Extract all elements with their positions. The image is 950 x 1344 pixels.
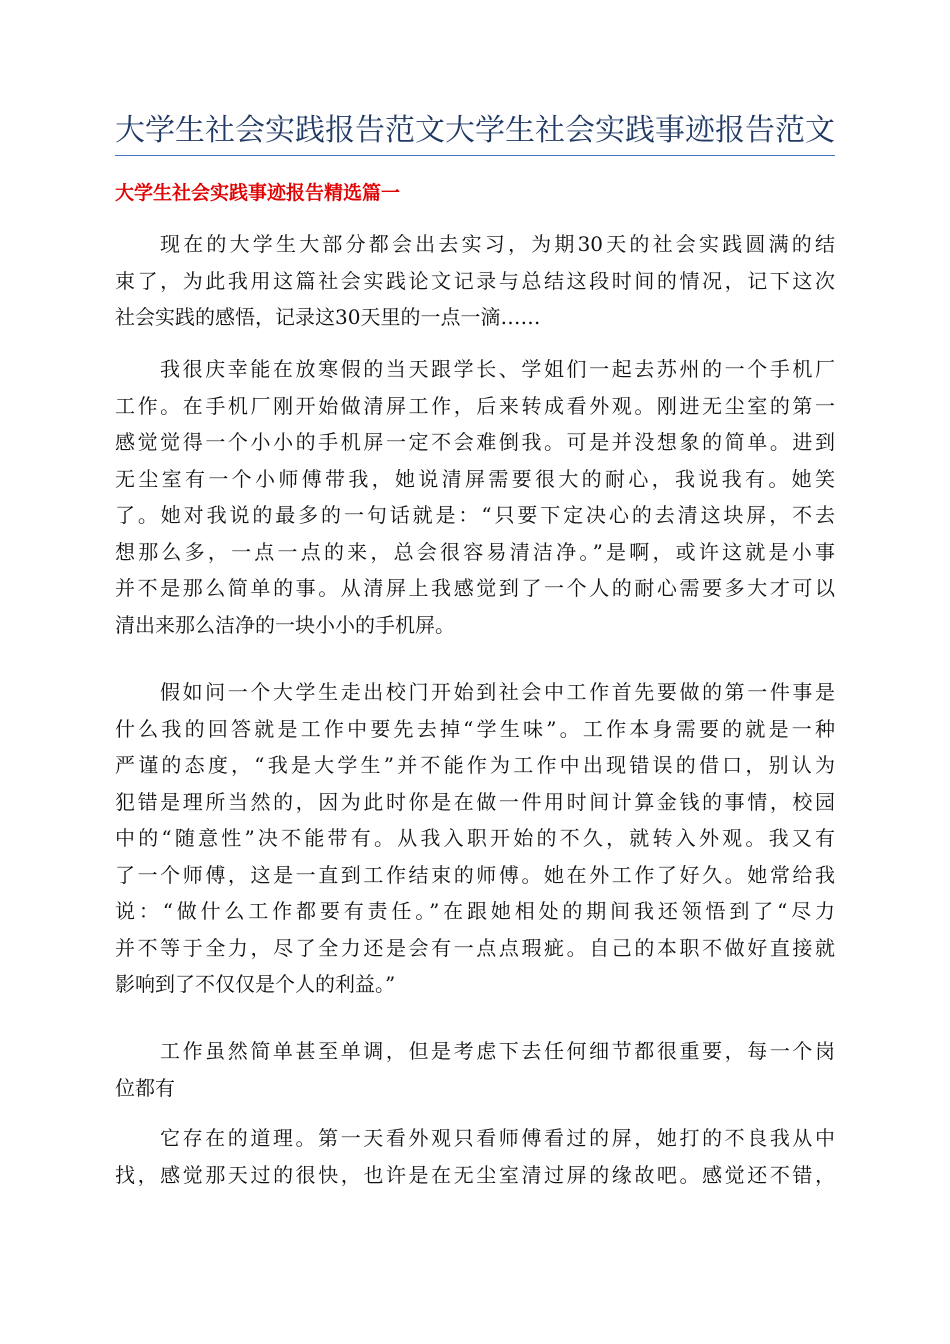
- paragraph-line: 并不是那么简单的事。从清屏上我感觉到了一个人的耐心需要多大才可以: [115, 576, 835, 600]
- paragraph: [115, 1120, 835, 1193]
- paragraph: [115, 226, 835, 336]
- paragraph-line: 什么我的回答就是工作中要先去掉“学生味”。工作本身需要的就是一种: [115, 716, 835, 741]
- paragraph-line: 工作。在手机厂刚开始做清屏工作，后来转成看外观。刚进无尘室的第一: [115, 393, 835, 418]
- paragraph-line: 想那么多，一点一点的来，总会很容易清洁净。”是啊，或许这就是小事: [115, 539, 835, 564]
- paragraph-line: 影响到了不仅仅是个人的利益。”: [115, 972, 396, 996]
- paragraph: [115, 351, 835, 643]
- paragraph-line: 中的“随意性”决不能带有。从我入职开始的不久，就转入外观。我又有: [115, 826, 835, 850]
- paragraph-line: 清出来那么洁净的一块小小的手机屏。: [115, 612, 455, 637]
- paragraph-line: 了一个师傅，这是一直到工作结束的师傅。她在外工作了好久。她常给我: [115, 862, 835, 887]
- paragraph-line: 假如问一个大学生走出校门开始到社会中工作首先要做的第一件事是: [160, 680, 835, 704]
- paragraph-line: 工作虽然简单甚至单调，但是考虑下去任何细节都很重要，每一个岗: [160, 1039, 835, 1063]
- paragraph-line: 束了，为此我用这篇社会实践论文记录与总结这段时间的情况，记下这次: [115, 268, 835, 293]
- paragraph-line: 它存在的道理。第一天看外观只看师傅看过的屏，她打的不良我从中: [160, 1126, 835, 1150]
- paragraph-line: 社会实践的感悟，记录这30天里的一点一滴……: [115, 305, 541, 329]
- paragraph-line: 我很庆幸能在放寒假的当天跟学长、学姐们一起去苏州的一个手机厂: [160, 357, 835, 381]
- paragraph-line: 找，感觉那天过的很快，也许是在无尘室清过屏的缘故吧。感觉还不错，: [115, 1162, 835, 1187]
- section-heading: 大学生社会实践事迹报告精选篇一: [115, 182, 401, 204]
- paragraph-line: 严谨的态度，“我是大学生”并不能作为工作中出现错误的借口，别认为: [115, 753, 835, 777]
- paragraph-line: 并不等于全力，尽了全力还是会有一点点瑕疵。自己的本职不做好直接就: [115, 935, 835, 960]
- paragraph-line: 感觉觉得一个小小的手机屏一定不会难倒我。可是并没想象的简单。进到: [115, 430, 835, 454]
- paragraph-line: 了。她对我说的最多的一句话就是：“只要下定决心的去清这块屏，不去: [115, 503, 835, 527]
- document-title: 大学生社会实践报告范文大学生社会实践事迹报告范文: [115, 113, 835, 148]
- title-underline: [115, 155, 835, 156]
- paragraph-line: 说：“做什么工作都要有责任。”在跟她相处的期间我还领悟到了“尽力: [115, 899, 835, 923]
- paragraph: [115, 674, 835, 1003]
- paragraph-line: 犯错是理所当然的，因为此时你是在做一件用时间计算金钱的事情，校园: [115, 789, 835, 814]
- paragraph-line: 现在的大学生大部分都会出去实习，为期30天的社会实践圆满的结: [160, 232, 835, 256]
- paragraph-line: 无尘室有一个小师傅带我，她说清屏需要很大的耐心，我说我有。她笑: [115, 466, 835, 491]
- paragraph-line: 位都有: [115, 1075, 175, 1100]
- paragraph: [115, 1033, 835, 1106]
